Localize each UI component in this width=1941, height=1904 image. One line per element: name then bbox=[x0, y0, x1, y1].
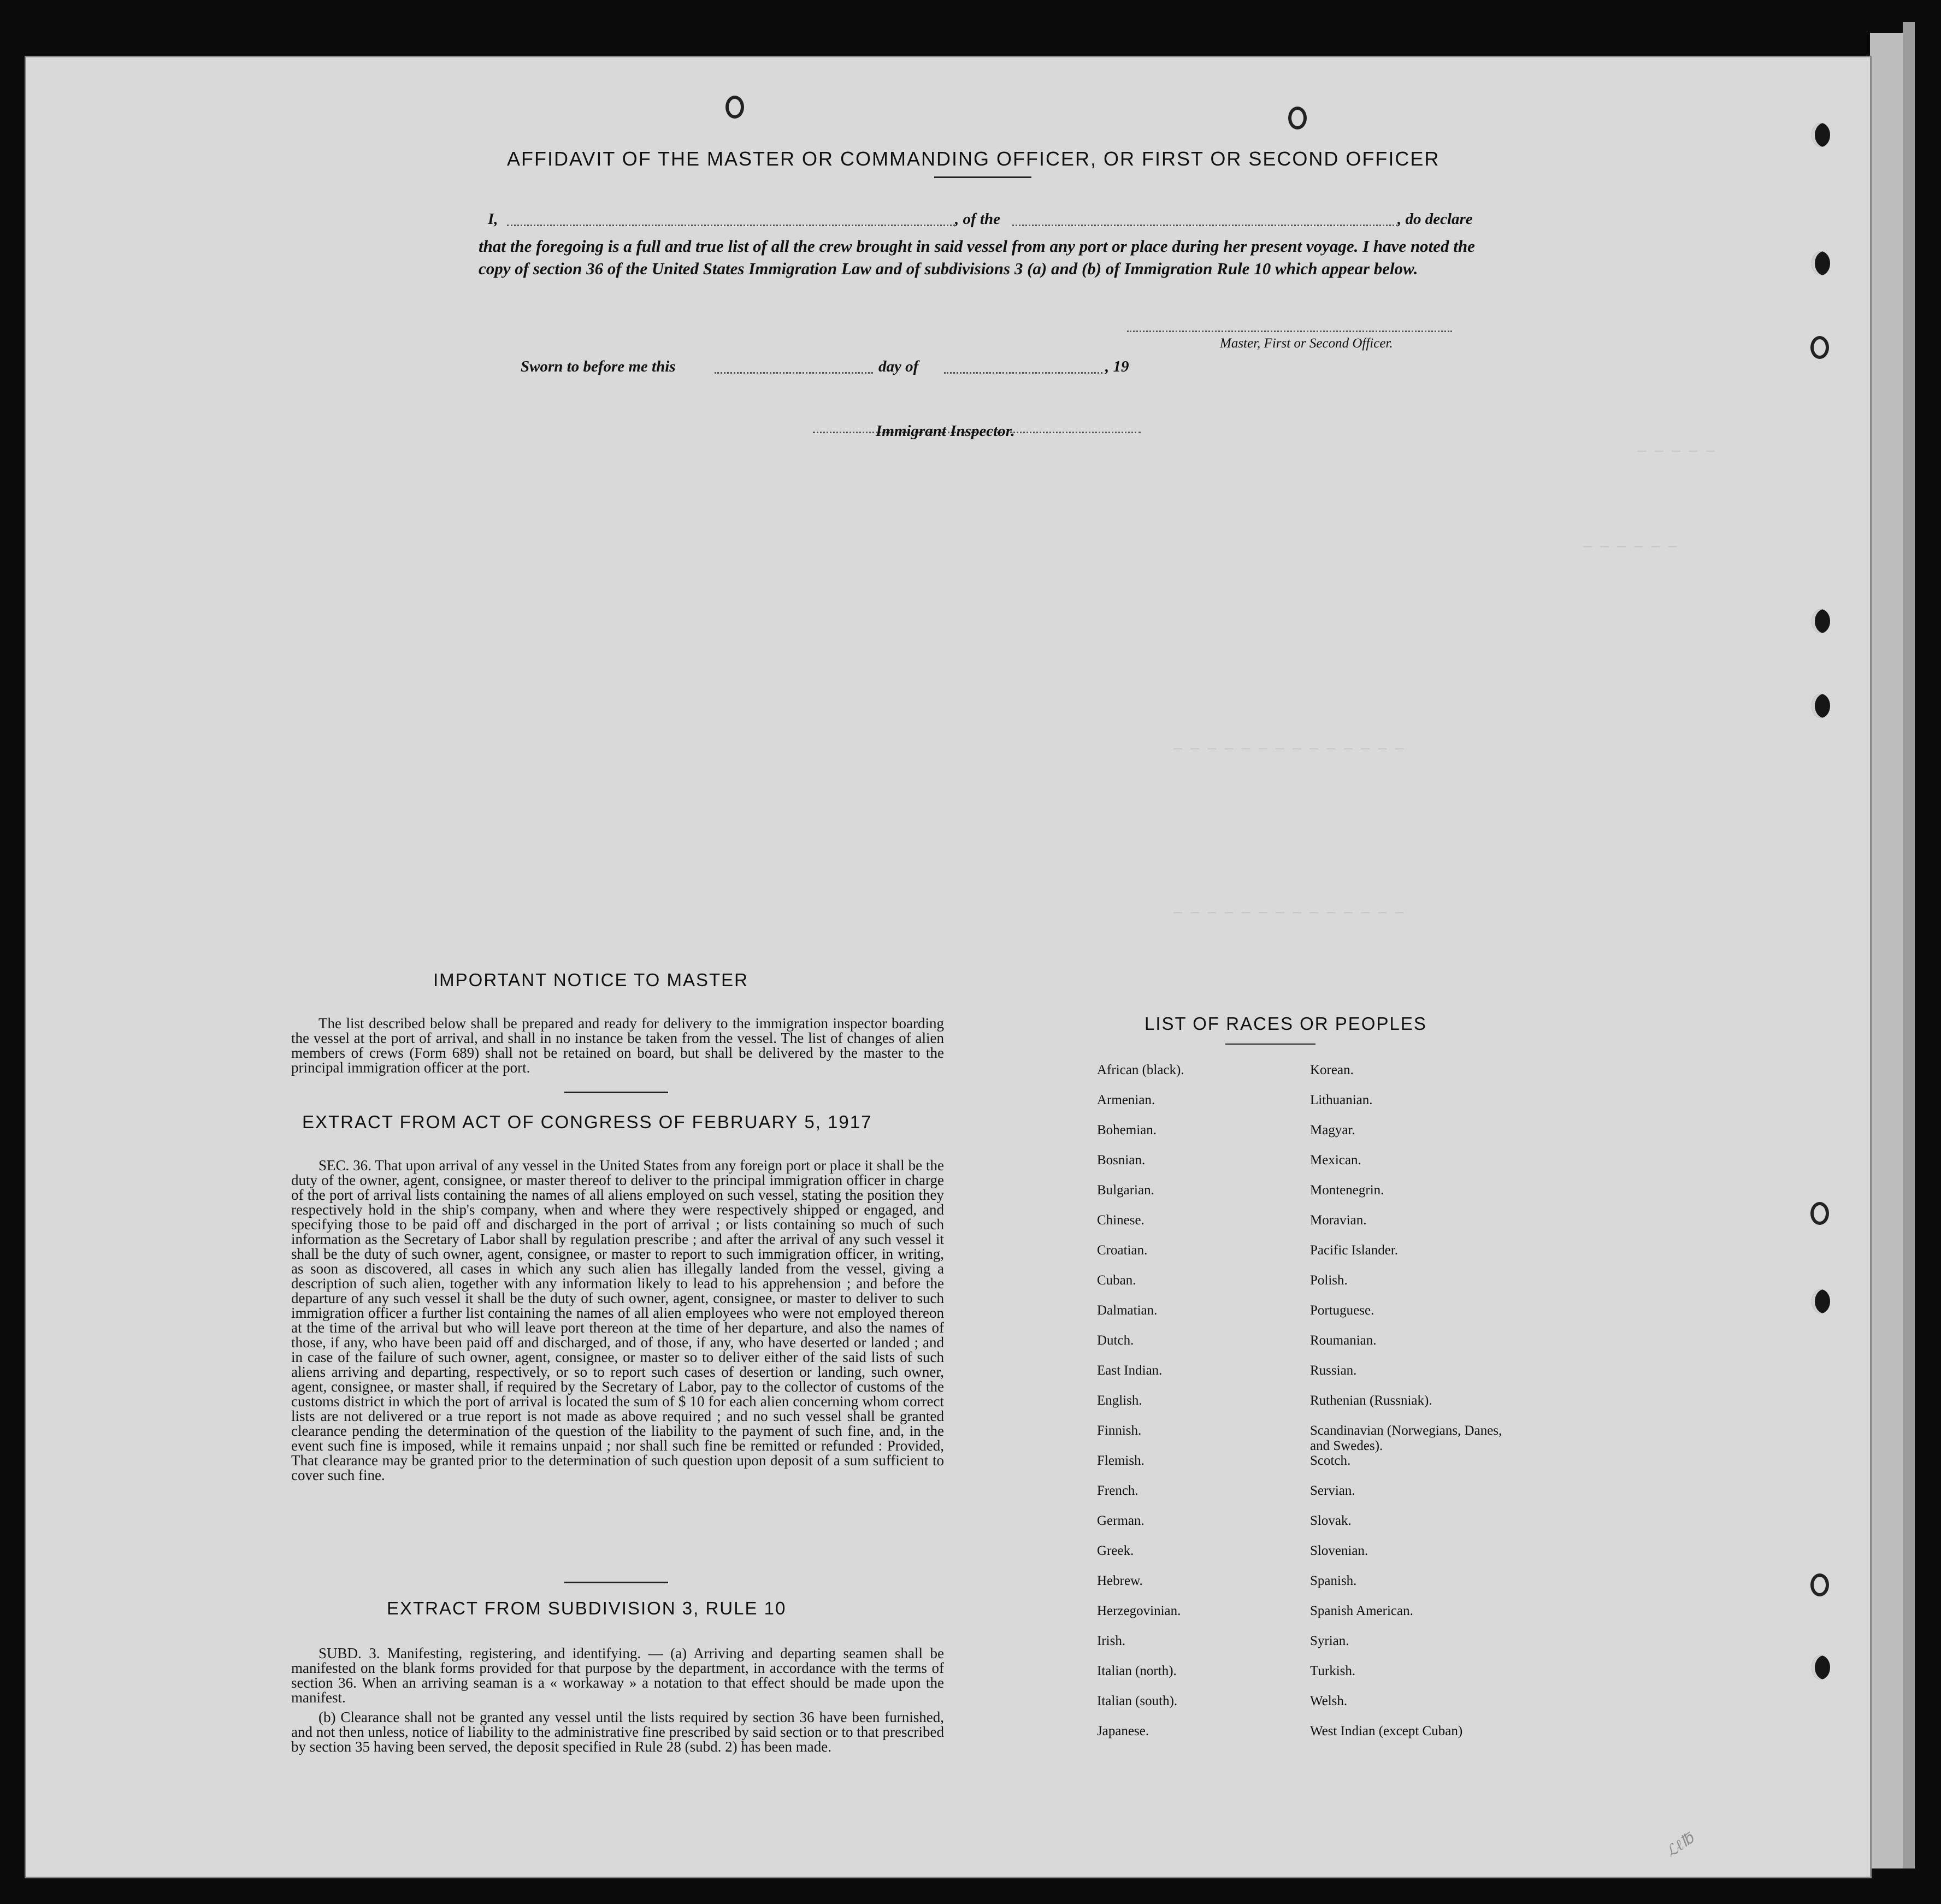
punch-hole-icon bbox=[1812, 123, 1830, 147]
sworn-month-blank bbox=[944, 372, 1102, 374]
rule-para-b: (b) Clearance shall not be granted any vessel until the lists required by section 36 have been furnished, and not then unless, notice of liability to the administrative fine prescribed by said section or to that prescribed by section 35 having been served, the deposit specified in Rule 28 (subd. 2) has been made. bbox=[291, 1709, 944, 1755]
affidavit-declare-label: , do declare bbox=[1397, 210, 1473, 228]
race-item: Slovak. bbox=[1310, 1513, 1352, 1528]
race-item: Korean. bbox=[1310, 1063, 1354, 1077]
race-item: Irish. bbox=[1097, 1634, 1126, 1648]
race-item: Bosnian. bbox=[1097, 1153, 1146, 1168]
race-item: Pacific Islander. bbox=[1310, 1243, 1399, 1258]
rule-para-a: SUBD. 3. Manifesting, registering, and identifying. — (a) Arriving and departing seamen shall be manifested on the blank forms provided for that purpose by the department, in accordance with the terms of section 36. When an arriving seaman is a « workaway » a notation to that effect should be made upon the manifest. bbox=[291, 1645, 944, 1706]
race-item: Bohemian. bbox=[1097, 1123, 1157, 1137]
master-signature-line bbox=[1127, 331, 1452, 332]
race-item: Spanish. bbox=[1310, 1573, 1357, 1588]
notice-heading: IMPORTANT NOTICE TO MASTER bbox=[433, 970, 749, 990]
race-item: Dutch. bbox=[1097, 1333, 1134, 1348]
divider bbox=[1225, 1044, 1315, 1045]
race-item: African (black). bbox=[1097, 1063, 1184, 1077]
divider bbox=[564, 1582, 668, 1583]
race-item: Flemish. bbox=[1097, 1453, 1144, 1468]
act-body: SEC. 36. That upon arrival of any vessel in the United States from any foreign port or place it shall be the duty of the owner, agent, consignee, or master thereof to deliver to the principal immigration officer in charge of the port of arrival lists containing the names of all aliens employed on such vessel, stating the position they respectively hold in the ship's company, when and where they were respectively shipped or engaged, and specifying those to be paid off and discharged in the port of arrival ; or lists containing so much of such information as the Secretary of Labor shall by regulation prescribe ; and after the arrival of any such vessel it shall be the duty of such owner, agent, consignee, or master to report to such immigration officer, in writing, as soon as discovered, all cases in which any such alien has illegally landed from the vessel, giving a description of such alien, together with any information likely to lead to his apprehension ; and before the departure of any such vessel it shall be the duty of such owner, agent, consignee, or master to deliver to such immigration officer a further list containing the names of all alien employees who were not employed thereon at the time of the arrival but who will leave port thereon at the time of her departure, and also the names of those, if any, who have been paid off and discharged, and of those, if any, who have deserted or landed ; and in case of the failure of such owner, agent, consignee, or master so to deliver either of the said lists of such aliens arriving and departing, respectively, or so to report such cases of desertion or landing, such owner, agent, consignee, or master shall, if required by the Secretary of Labor, pay to the collector of customs of the customs district in which the port of arrival is located the sum of $ 10 for each alien concerning whom correct lists are not delivered or a true report is not made as above required ; and no such vessel shall be granted clearance pending the determination of the question of the liability to the payment of such fine, and, in the event such fine is imposed, while it remains unpaid ; nor shall such fine be remitted or refunded : Provided, That clearance may be granted prior to the determination of such question upon deposit of a sum sufficient to cover such fine. bbox=[291, 1157, 944, 1483]
manifest-page bbox=[26, 57, 1870, 1877]
race-item: Moravian. bbox=[1310, 1213, 1367, 1228]
race-item: French. bbox=[1097, 1483, 1138, 1498]
race-item: Hebrew. bbox=[1097, 1573, 1143, 1588]
divider bbox=[564, 1092, 668, 1093]
race-item: Armenian. bbox=[1097, 1093, 1155, 1107]
bleed-through-row: — — — — — — bbox=[1583, 538, 1677, 555]
race-item: Bulgarian. bbox=[1097, 1183, 1154, 1198]
notice-body: The list described below shall be prepared and ready for delivery to the immigration inspector boarding the vessel at the port of arrival, and shall in no instance be taken from the vessel. The list of changes of alien members of crews (Form 689) shall not be retained on board, but shall be delivered by the master to the principal immigration officer at the port. bbox=[291, 1015, 944, 1076]
race-item: Magyar. bbox=[1310, 1123, 1355, 1137]
race-item: Italian (north). bbox=[1097, 1664, 1177, 1678]
page-edge-back bbox=[1903, 22, 1915, 1868]
race-item: Greek. bbox=[1097, 1543, 1134, 1558]
ring-hole-icon bbox=[1810, 1573, 1829, 1596]
race-item: Slovenian. bbox=[1310, 1543, 1368, 1558]
punch-hole-icon bbox=[1812, 694, 1830, 718]
rule-heading: EXTRACT FROM SUBDIVISION 3, RULE 10 bbox=[387, 1598, 787, 1618]
race-item: Cuban. bbox=[1097, 1273, 1136, 1288]
race-item: Italian (south). bbox=[1097, 1694, 1178, 1708]
race-item: Syrian. bbox=[1310, 1634, 1349, 1648]
act-heading: EXTRACT FROM ACT OF CONGRESS OF FEBRUARY 5, 1917 bbox=[302, 1112, 872, 1132]
ring-hole-icon bbox=[1288, 107, 1307, 129]
ring-hole-icon bbox=[1810, 336, 1829, 359]
vessel-blank-line bbox=[1012, 225, 1397, 226]
race-item: Ruthenian (Russniak). bbox=[1310, 1393, 1432, 1408]
affidavit-heading: AFFIDAVIT OF THE MASTER OR COMMANDING OFFICER, OR FIRST OR SECOND OFFICER bbox=[507, 148, 1440, 170]
race-item: Finnish. bbox=[1097, 1423, 1142, 1438]
race-item: Roumanian. bbox=[1310, 1333, 1377, 1348]
year-label: , 19 bbox=[1105, 358, 1129, 375]
affidavit-i-label: I, bbox=[488, 210, 498, 228]
races-left-column bbox=[1097, 1063, 1305, 1754]
race-item: Polish. bbox=[1310, 1273, 1348, 1288]
sworn-day-blank bbox=[715, 372, 873, 374]
race-item: Portuguese. bbox=[1310, 1303, 1374, 1318]
race-item: East Indian. bbox=[1097, 1363, 1163, 1378]
race-item: Dalmatian. bbox=[1097, 1303, 1158, 1318]
divider bbox=[934, 176, 1031, 178]
master-signature-caption: Master, First or Second Officer. bbox=[1220, 336, 1393, 351]
page-edge bbox=[1870, 33, 1903, 1868]
race-item: Scandinavian (Norwegians, Danes, and Swedes). bbox=[1310, 1423, 1502, 1453]
race-item: Chinese. bbox=[1097, 1213, 1144, 1228]
race-item: German. bbox=[1097, 1513, 1144, 1528]
punch-hole-icon bbox=[1812, 609, 1830, 633]
inspector-caption: Immigrant Inspector. bbox=[876, 422, 1015, 440]
bleed-through-row: — — — — — bbox=[1638, 443, 1715, 459]
race-item: English. bbox=[1097, 1393, 1142, 1408]
race-item: Servian. bbox=[1310, 1483, 1355, 1498]
race-item: Croatian. bbox=[1097, 1243, 1148, 1258]
punch-hole-icon bbox=[1812, 251, 1830, 275]
race-item: Japanese. bbox=[1097, 1724, 1149, 1738]
race-item: Welsh. bbox=[1310, 1694, 1348, 1708]
race-item: Mexican. bbox=[1310, 1153, 1361, 1168]
punch-hole-icon bbox=[1812, 1289, 1830, 1313]
punch-hole-icon bbox=[1812, 1655, 1830, 1679]
race-item: Scotch. bbox=[1310, 1453, 1351, 1468]
races-heading: LIST OF RACES OR PEOPLES bbox=[1144, 1013, 1427, 1034]
race-item: Turkish. bbox=[1310, 1664, 1356, 1678]
races-right-column bbox=[1310, 1063, 1518, 1754]
name-blank-line bbox=[507, 225, 955, 226]
race-item: Spanish American. bbox=[1310, 1604, 1413, 1618]
race-item: Lithuanian. bbox=[1310, 1093, 1373, 1107]
race-item: Montenegrin. bbox=[1310, 1183, 1384, 1198]
pencil-scribble-icon: ℒℓ℔ bbox=[1663, 1830, 1697, 1861]
bleed-through-row: — — — — — — — — — — — — — — bbox=[1173, 740, 1404, 757]
race-item: Russian. bbox=[1310, 1363, 1357, 1378]
affidavit-body: that the foregoing is a full and true list of all the crew brought in said vessel from any port or place during her present voyage. I have noted the copy of section 36 of the United States Immigration Law and of subdivisions 3 (a) and (b) of Immigration Rule 10 which appear below. bbox=[479, 237, 1475, 278]
affidavit-of-the-label: , of the bbox=[955, 210, 1000, 228]
ring-hole-icon bbox=[725, 96, 744, 119]
ring-hole-icon bbox=[1810, 1202, 1829, 1225]
day-of-label: day of bbox=[878, 358, 919, 375]
race-item: Herzegovinian. bbox=[1097, 1604, 1181, 1618]
bleed-through-row: — — — — — — — — — — — — — — bbox=[1173, 904, 1404, 921]
sworn-label: Sworn to before me this bbox=[521, 358, 676, 375]
race-item: West Indian (except Cuban) bbox=[1310, 1724, 1463, 1738]
